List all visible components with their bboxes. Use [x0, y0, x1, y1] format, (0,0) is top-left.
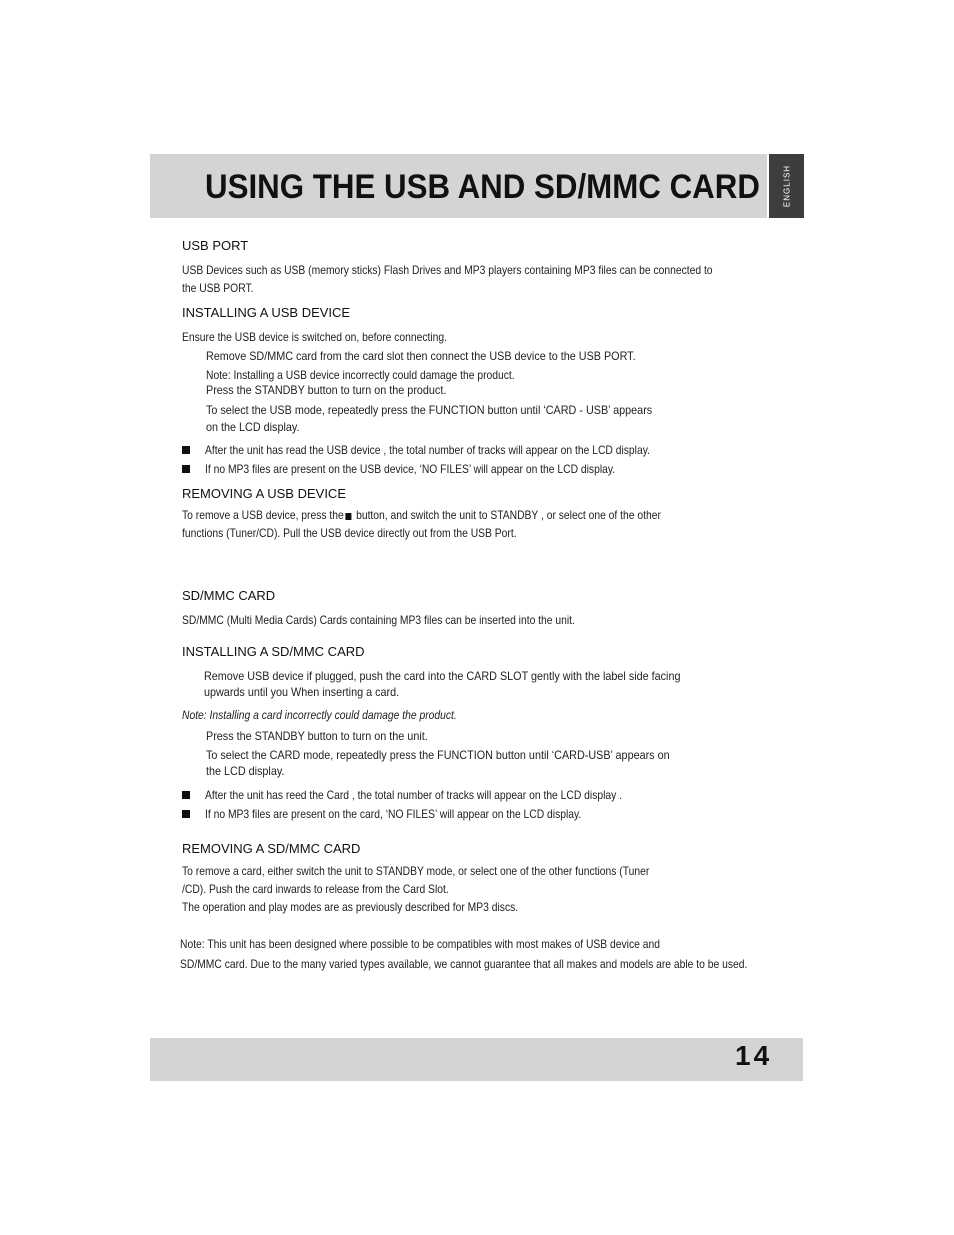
- removing-usb-text-line1: [182, 508, 661, 522]
- installing-usb-bullet2: If no MP3 files are present on the USB device, ‘NO FILES’ will appear on the LCD display.: [205, 462, 616, 476]
- usb-port-text-line1: USB Devices such as USB (memory sticks) Flash Drives and MP3 players containing MP3 files can be connected to: [182, 263, 713, 277]
- removing-usb-text-line2: functions (Tuner/CD). Pull the USB device directly out from the USB Port.: [182, 526, 517, 540]
- installing-sd-note: Note: Installing a card incorrectly could damage the product.: [182, 708, 457, 722]
- footer-band: [150, 1038, 803, 1081]
- sdmmc-text: SD/MMC (Multi Media Cards) Cards containing MP3 files can be inserted into the unit.: [182, 613, 575, 627]
- bullet-square: [182, 810, 190, 818]
- removing-usb-text-before: To remove a USB device, press the: [182, 508, 344, 522]
- installing-sd-bullet2: If no MP3 files are present on the card, ‘NO FILES’ will appear on the LCD display.: [205, 807, 582, 821]
- page-number: 14: [735, 1040, 773, 1071]
- installing-sd-step3-line1: To select the CARD mode, repeatedly press the FUNCTION button until ‘CARD-USB’ appears on: [206, 748, 670, 762]
- installing-usb-bullet1: After the unit has read the USB device , the total number of tracks will appear on the LCD display.: [205, 443, 650, 457]
- removing-usb-heading: REMOVING A USB DEVICE: [182, 486, 346, 501]
- sdmmc-heading: SD/MMC CARD: [182, 588, 276, 603]
- installing-usb-step3-line1: To select the USB mode, repeatedly press the FUNCTION button until ‘CARD - USB’ appears: [206, 403, 653, 417]
- usb-port-heading: USB PORT: [182, 238, 249, 253]
- bullet-square: [182, 465, 190, 473]
- removing-sd-heading: REMOVING A SD/MMC CARD: [182, 841, 361, 856]
- installing-sd-step3-line2: the LCD display.: [206, 764, 285, 778]
- language-tab-label: ENGLISH: [782, 164, 791, 208]
- installing-sd-bullet1: After the unit has reed the Card , the total number of tracks will appear on the LCD display .: [205, 788, 623, 802]
- installing-usb-step1: Remove SD/MMC card from the card slot then connect the USB device to the USB PORT.: [206, 349, 636, 363]
- installing-usb-note: Note: Installing a USB device incorrectly could damage the product.: [206, 368, 515, 382]
- page-title: USING THE USB AND SD/MMC CARD: [205, 168, 760, 206]
- usb-port-text-line2: the USB PORT.: [182, 281, 254, 295]
- final-note-line2: SD/MMC card. Due to the many varied types available, we cannot guarantee that all makes and models are able to be used.: [180, 957, 748, 971]
- installing-sd-heading: INSTALLING A SD/MMC CARD: [182, 644, 365, 659]
- removing-sd-text-line1: To remove a card, either switch the unit to STANDBY mode, or select one of the other functions (Tuner: [182, 864, 650, 878]
- removing-sd-text-line3: The operation and play modes are as previously described for MP3 discs.: [182, 900, 519, 914]
- removing-usb-text-after: button, and switch the unit to STANDBY , or select one of the other: [353, 508, 661, 522]
- installing-usb-step2: Press the STANDBY button to turn on the product.: [206, 383, 447, 397]
- removing-sd-text-line2: /CD). Push the card inwards to release from the Card Slot.: [182, 882, 449, 896]
- installing-usb-heading: INSTALLING A USB DEVICE: [182, 305, 351, 320]
- bullet-square: [182, 446, 190, 454]
- installing-sd-step2: Press the STANDBY button to turn on the unit.: [206, 729, 428, 743]
- installing-sd-step1-line2: upwards until you When inserting a card.: [204, 685, 400, 699]
- installing-usb-step3-line2: on the LCD display.: [206, 420, 300, 434]
- stop-square-icon: [345, 513, 351, 520]
- installing-sd-step1-line1: Remove USB device if plugged, push the card into the CARD SLOT gently with the label side facing: [204, 669, 681, 683]
- final-note-line1: Note: This unit has been designed where possible to be compatibles with most makes of USB device and: [180, 937, 660, 951]
- installing-usb-intro: Ensure the USB device is switched on, before connecting.: [182, 330, 448, 344]
- bullet-square: [182, 791, 190, 799]
- language-tab: [769, 154, 804, 218]
